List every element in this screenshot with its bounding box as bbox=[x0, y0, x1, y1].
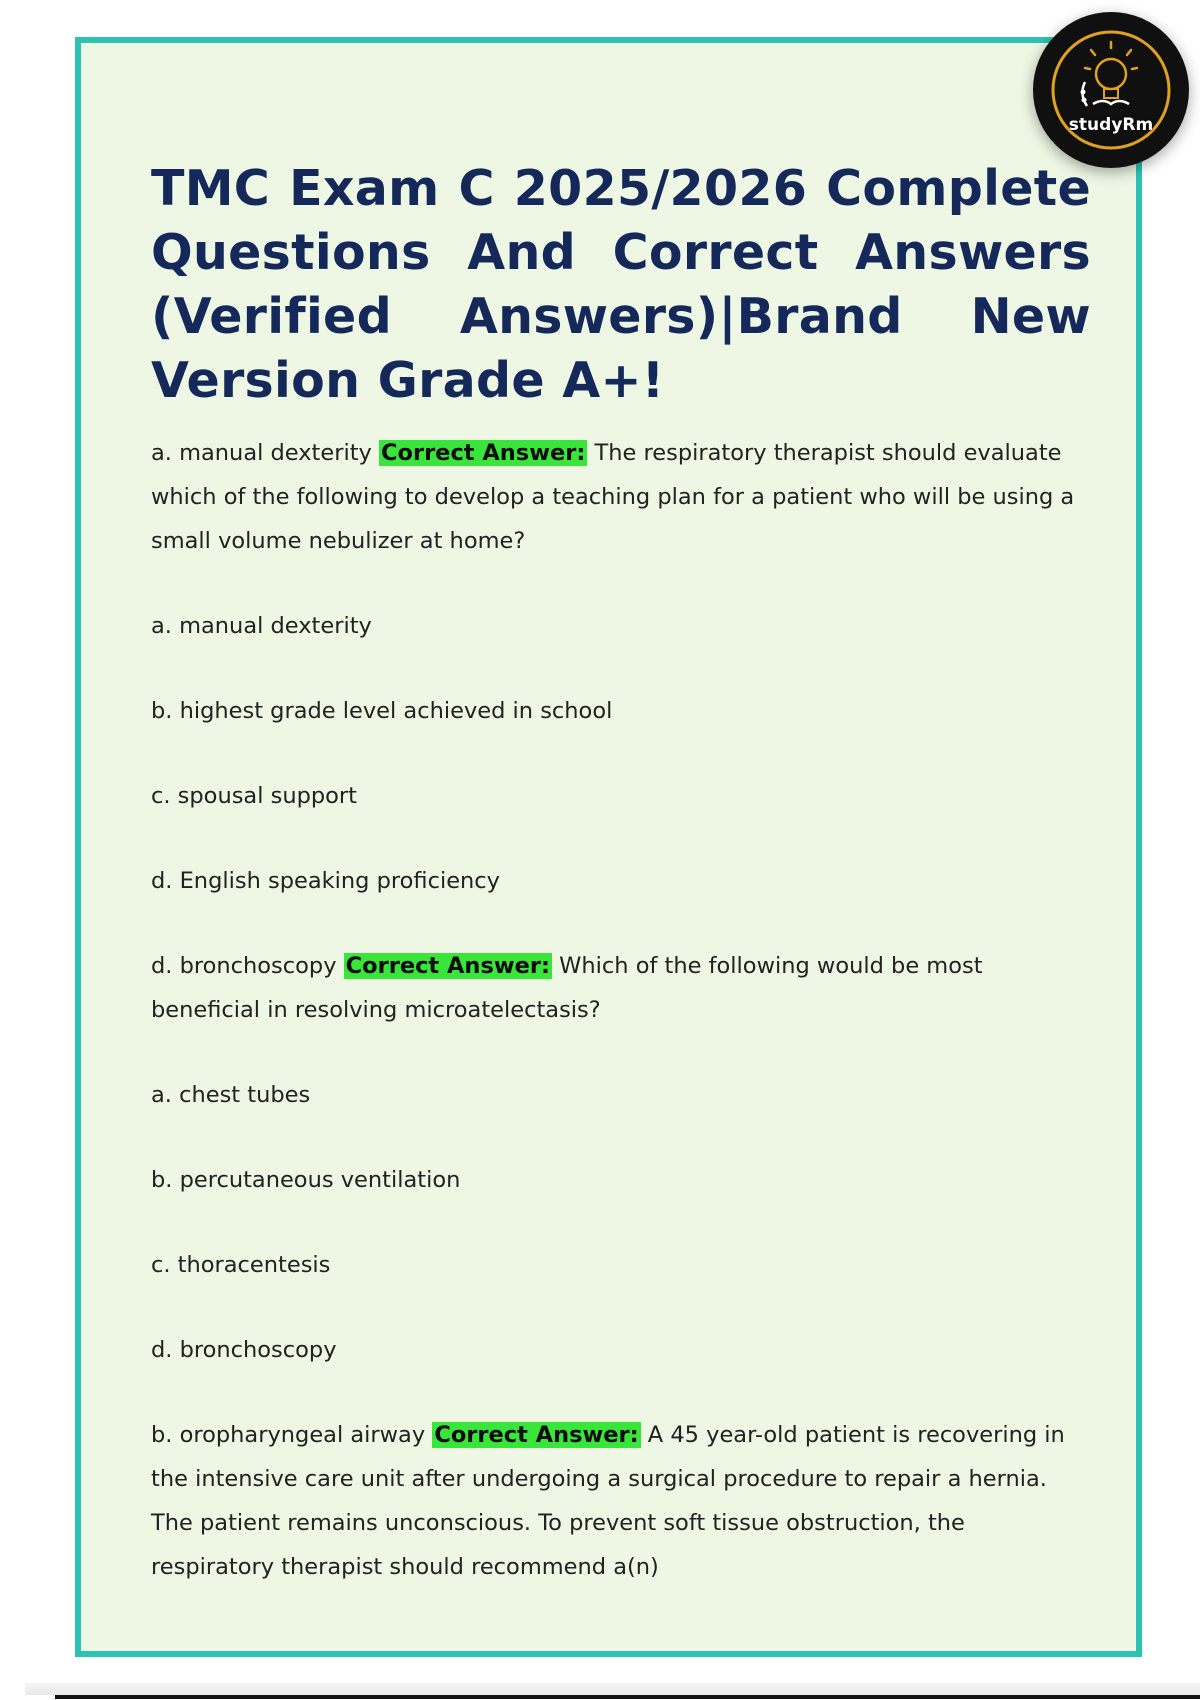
question-text: A 45 year-old patient is recovering in the intensive care unit after undergoing a surgical procedure to repair a hernia. The patient remains unconscious. To prevent soft tissue obstruction, the respiratory therapist should recommend a(n) bbox=[151, 1422, 1065, 1580]
page-bottom-shade bbox=[25, 1683, 1200, 1695]
answer-option: c. thoracentesis bbox=[151, 1252, 331, 1278]
answer-option: c. spousal support bbox=[151, 783, 358, 809]
lightbulb-icon bbox=[1033, 12, 1189, 168]
answer-option: a. chest tubes bbox=[151, 1082, 311, 1108]
answer-text: d. bronchoscopy bbox=[151, 953, 337, 979]
question-text: Which of the following would be most beneficial in resolving microatelectasis? bbox=[151, 953, 983, 1023]
answer-text: b. oropharyngeal airway bbox=[151, 1422, 426, 1448]
answer-option: d. English speaking proficiency bbox=[151, 868, 500, 894]
document-page bbox=[75, 37, 1142, 1657]
answer-option: b. percutaneous ventilation bbox=[151, 1167, 461, 1193]
document-content bbox=[151, 157, 1091, 1589]
qa-block bbox=[151, 944, 1091, 1032]
answer-option: b. highest grade level achieved in school bbox=[151, 698, 613, 724]
page-bottom-rule bbox=[55, 1695, 1200, 1699]
studyrm-logo bbox=[1033, 12, 1189, 168]
correct-answer-label: Correct Answer: bbox=[434, 1422, 639, 1448]
correct-answer-label: Correct Answer: bbox=[345, 953, 550, 979]
qa-block bbox=[151, 431, 1091, 563]
correct-answer-label: Correct Answer: bbox=[381, 440, 586, 466]
document-title: TMC Exam C 2025/2026 Complete Questions And Correct Answers (Verified Answers)|Brand New Version Grade A+! bbox=[151, 160, 1091, 409]
question-text: The respiratory therapist should evaluate which of the following to develop a teaching plan for a patient who will be using a small volume nebulizer at home? bbox=[151, 440, 1075, 554]
answer-text: a. manual dexterity bbox=[151, 440, 372, 466]
logo-text: studyRm bbox=[1068, 115, 1154, 135]
qa-block bbox=[151, 1413, 1091, 1589]
answer-option: d. bronchoscopy bbox=[151, 1337, 337, 1363]
answer-option: a. manual dexterity bbox=[151, 613, 372, 639]
